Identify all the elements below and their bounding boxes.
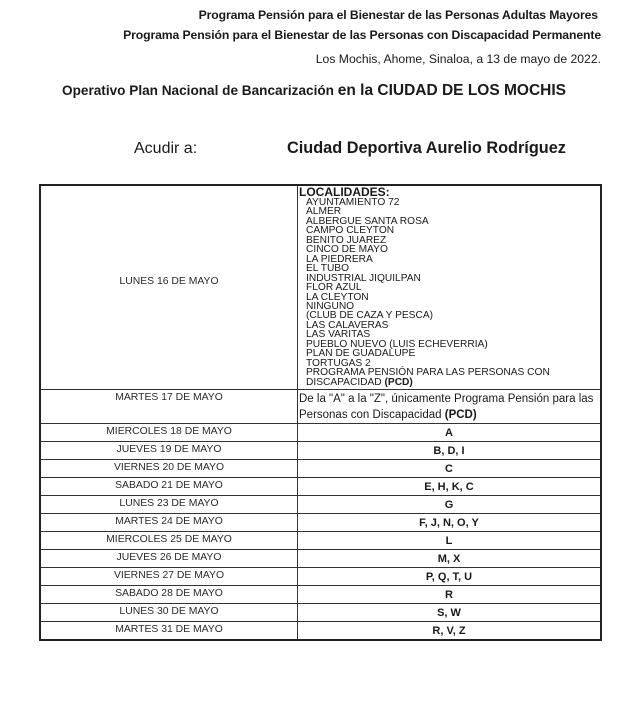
venue-label: Acudir a: (134, 140, 198, 157)
localidad-item: ALMER (306, 206, 342, 218)
localidad-item: LA PIEDRERA (306, 253, 373, 265)
localidad-item: NINGUNO (306, 300, 355, 312)
localidades-cell (298, 185, 602, 390)
title-prefix: Operativo Plan Nacional de Bancarización (62, 83, 334, 98)
day-cell: MIERCOLES 25 DE MAYO (40, 532, 298, 550)
table-row (40, 532, 601, 550)
venue-name: Ciudad Deportiva Aurelio Rodríguez (287, 139, 566, 157)
localidad-item: PUEBLO NUEVO (LUIS ECHEVERRIA) (306, 338, 488, 350)
letters-cell: G (298, 496, 602, 514)
table-row (40, 550, 601, 568)
program-title-discapacidad: Programa Pensión para el Bienestar de las Personas con Discapacidad Permanente (123, 28, 601, 42)
localidad-item: ALBERGUE SANTA ROSA (306, 215, 429, 227)
letters-cell: M, X (298, 550, 602, 568)
table-row (40, 586, 601, 604)
localidad-item: LAS VARITAS (306, 329, 371, 341)
localidad-item: PROGRAMA PENSIÓN PARA LAS PERSONAS CON (306, 367, 550, 379)
table-row-second-day (40, 390, 601, 424)
pcd-note-cell: De la "A" a la "Z", únicamente Programa Pensión para las Personas con Discapacidad (PCD) (298, 390, 602, 424)
localidad-pcd-line: DISCAPACIDAD (PCD) (306, 376, 413, 388)
document-title (0, 82, 628, 100)
letters-cell: F, J, N, O, Y (298, 514, 602, 532)
day-cell: MIERCOLES 18 DE MAYO (40, 424, 298, 442)
table-row (40, 496, 601, 514)
localidades-list (298, 198, 600, 378)
letters-cell: B, D, I (298, 442, 602, 460)
localidades-heading: LOCALIDADES: (299, 185, 390, 199)
localidad-item: CINCO DE MAYO (306, 244, 388, 256)
table-row (40, 604, 601, 622)
date-line: Los Mochis, Ahome, Sinaloa, a 13 de mayo de 2022. (315, 52, 601, 66)
table-row (40, 478, 601, 496)
day-cell: VIERNES 20 DE MAYO (40, 460, 298, 478)
letters-cell: S, W (298, 604, 602, 622)
letters-cell: L (298, 532, 602, 550)
localidad-item: FLOR AZUL (306, 282, 362, 294)
day-cell: LUNES 23 DE MAYO (40, 496, 298, 514)
day-cell: MARTES 31 DE MAYO (40, 622, 298, 641)
table-row (40, 424, 601, 442)
day-cell: SABADO 21 DE MAYO (40, 478, 298, 496)
localidad-item: AYUNTAMIENTO 72 (306, 197, 400, 208)
day-cell: JUEVES 19 DE MAYO (40, 442, 298, 460)
localidad-item: INDUSTRIAL JIQUILPAN (306, 272, 421, 284)
day-cell: VIERNES 27 DE MAYO (40, 568, 298, 586)
letters-cell: E, H, K, C (298, 478, 602, 496)
localidad-item: (CLUB DE CAZA Y PESCA) (306, 310, 434, 322)
table-row-first-day (40, 185, 601, 390)
day-cell: JUEVES 26 DE MAYO (40, 550, 298, 568)
table-row (40, 514, 601, 532)
schedule-table (39, 184, 602, 641)
localidad-item: EL TUBO (306, 263, 350, 275)
localidad-item: LAS CALAVERAS (306, 319, 389, 331)
letters-cell: P, Q, T, U (298, 568, 602, 586)
localidad-item: CAMPO CLEYTON (306, 225, 395, 237)
day-cell: MARTES 17 DE MAYO (40, 390, 298, 424)
table-row (40, 568, 601, 586)
localidad-item: LA CLEYTON (306, 291, 369, 303)
day-cell: MARTES 24 DE MAYO (40, 514, 298, 532)
letters-cell: A (298, 424, 602, 442)
table-row (40, 460, 601, 478)
table-row (40, 622, 601, 641)
localidad-item: BENITO JUAREZ (306, 234, 387, 246)
letters-cell: C (298, 460, 602, 478)
title-suffix: en la CIUDAD DE LOS MOCHIS (337, 82, 566, 99)
day-cell: LUNES 16 DE MAYO (40, 185, 298, 390)
day-cell: SABADO 28 DE MAYO (40, 586, 298, 604)
day-cell: LUNES 30 DE MAYO (40, 604, 298, 622)
letters-cell: R, V, Z (298, 622, 602, 641)
table-row (40, 442, 601, 460)
letters-cell: R (298, 586, 602, 604)
localidad-item: PLAN DE GUADALUPE (306, 348, 416, 360)
program-title-adultos-mayores: Programa Pensión para el Bienestar de las Personas Adultas Mayores (198, 8, 598, 22)
localidad-item: TORTUGAS 2 (306, 357, 371, 369)
